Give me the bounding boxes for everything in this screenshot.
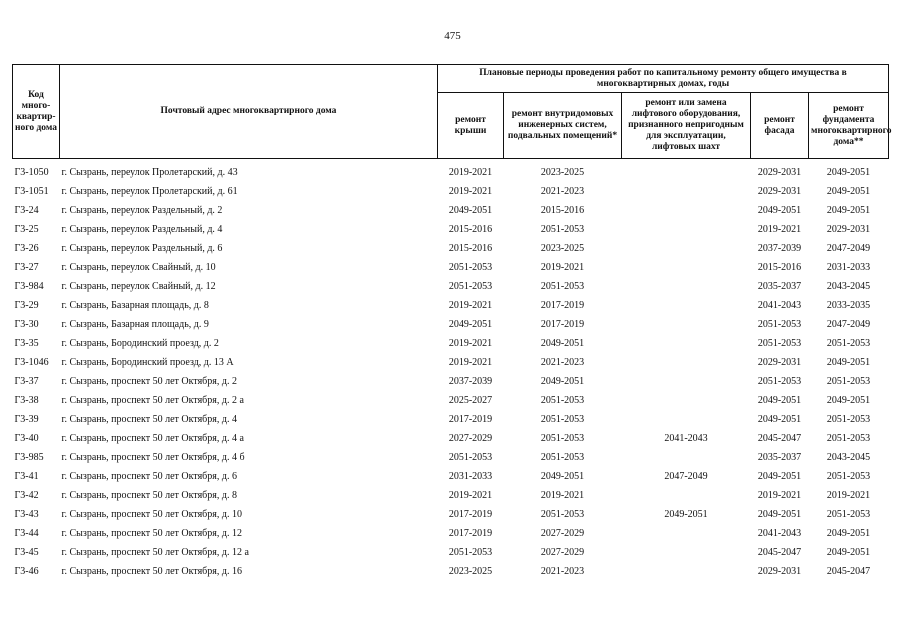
row-engineering-period: 2019-2021 — [540, 262, 585, 273]
row-code: Г3-1050 — [14, 167, 49, 178]
row-roof-period: 2019-2021 — [448, 186, 493, 197]
row-facade-period: 2029-2031 — [757, 357, 802, 368]
row-roof-period: 2031-2033 — [448, 471, 493, 482]
row-code: Г3-41 — [14, 471, 39, 482]
row-code: Г3-46 — [14, 566, 39, 577]
row-roof-period: 2015-2016 — [448, 224, 493, 235]
table-row — [13, 539, 889, 558]
row-facade-period: 2037-2039 — [757, 243, 802, 254]
row-roof-period: 2049-2051 — [448, 205, 493, 216]
row-facade-period: 2029-2031 — [757, 186, 802, 197]
row-facade-period: 2045-2047 — [757, 433, 802, 444]
row-facade-period: 2049-2051 — [757, 414, 802, 425]
row-elevator-period — [622, 292, 751, 311]
row-facade-period: 2015-2016 — [757, 262, 802, 273]
row-elevator-period — [622, 159, 751, 179]
row-code: Г3-30 — [14, 319, 39, 330]
repair-schedule-table — [12, 64, 892, 577]
row-facade-period: 2051-2053 — [757, 338, 802, 349]
row-roof-period: 2051-2053 — [448, 547, 493, 558]
row-foundation-period: 2051-2053 — [826, 338, 871, 349]
row-address: г. Сызрань, проспект 50 лет Октября, д. 4 а — [61, 433, 244, 444]
row-code: Г3-43 — [14, 509, 39, 520]
row-engineering-period: 2049-2051 — [540, 471, 585, 482]
row-code: Г3-984 — [14, 281, 44, 292]
row-address: г. Сызрань, проспект 50 лет Октября, д. 10 — [61, 509, 242, 520]
row-elevator-period: 2047-2049 — [664, 471, 708, 482]
row-engineering-period: 2021-2023 — [540, 186, 585, 197]
row-engineering-period: 2015-2016 — [540, 205, 585, 216]
row-roof-period: 2025-2027 — [448, 395, 493, 406]
row-roof-period: 2037-2039 — [448, 376, 493, 387]
header-address: Почтовый адрес многоквартирного дома — [60, 65, 438, 159]
row-address: г. Сызрань, переулок Пролетарский, д. 61 — [61, 186, 238, 197]
row-facade-period: 2051-2053 — [757, 319, 802, 330]
row-elevator-period — [622, 368, 751, 387]
row-facade-period: 2029-2031 — [757, 566, 802, 577]
table-row — [13, 520, 889, 539]
row-engineering-period: 2051-2053 — [540, 395, 585, 406]
row-elevator-period — [622, 520, 751, 539]
row-elevator-period — [622, 558, 751, 577]
row-roof-period: 2017-2019 — [448, 528, 493, 539]
row-address: г. Сызрань, проспект 50 лет Октября, д. 4 — [61, 414, 237, 425]
row-facade-period: 2019-2021 — [757, 490, 802, 501]
header-engineering: ремонт внутридомовых инженерных систем, подвальных помещений* — [504, 93, 622, 159]
table-row — [13, 444, 889, 463]
row-engineering-period: 2021-2023 — [540, 566, 585, 577]
row-address: г. Сызрань, проспект 50 лет Октября, д. 12 а — [61, 547, 249, 558]
row-elevator-period — [622, 482, 751, 501]
row-code: Г3-37 — [14, 376, 39, 387]
row-engineering-period: 2051-2053 — [540, 414, 585, 425]
header-foundation: ремонт фундамента многоквартирного дома** — [809, 93, 889, 159]
row-code: Г3-29 — [14, 300, 39, 311]
row-facade-period: 2035-2037 — [757, 452, 802, 463]
header-roof: ремонт крыши — [438, 93, 504, 159]
row-facade-period: 2019-2021 — [757, 224, 802, 235]
row-address: г. Сызрань, переулок Пролетарский, д. 43 — [61, 167, 238, 178]
row-elevator-period — [622, 539, 751, 558]
row-foundation-period: 2033-2035 — [826, 300, 871, 311]
table-row — [13, 159, 889, 179]
row-facade-period: 2049-2051 — [757, 471, 802, 482]
row-address: г. Сызрань, проспект 50 лет Октября, д. 16 — [61, 566, 242, 577]
row-roof-period: 2019-2021 — [448, 300, 493, 311]
row-address: г. Сызрань, переулок Раздельный, д. 4 — [61, 224, 223, 235]
row-foundation-period: 2029-2031 — [826, 224, 871, 235]
row-address: г. Сызрань, переулок Свайный, д. 12 — [61, 281, 216, 292]
header-periods: Плановые периоды проведения работ по капитальному ремонту общего имущества в многоквартирных домах, годы — [438, 65, 889, 93]
table-row — [13, 254, 889, 273]
row-engineering-period: 2023-2025 — [540, 243, 585, 254]
row-facade-period: 2045-2047 — [757, 547, 802, 558]
table-row — [13, 292, 889, 311]
row-elevator-period — [622, 178, 751, 197]
row-code: Г3-25 — [14, 224, 39, 235]
table-row — [13, 406, 889, 425]
row-roof-period: 2023-2025 — [448, 566, 493, 577]
row-facade-period: 2041-2043 — [757, 528, 802, 539]
row-elevator-period — [622, 349, 751, 368]
row-engineering-period: 2051-2053 — [540, 281, 585, 292]
row-elevator-period: 2041-2043 — [664, 433, 708, 444]
row-engineering-period: 2021-2023 — [540, 357, 585, 368]
table-row — [13, 330, 889, 349]
row-facade-period: 2041-2043 — [757, 300, 802, 311]
header-elevator: ремонт или замена лифтового оборудования, признанного непригодным для эксплуатации, лифтовых шахт — [622, 93, 751, 159]
row-address: г. Сызрань, Бородинский проезд, д. 2 — [61, 338, 219, 349]
table-row — [13, 178, 889, 197]
row-elevator-period — [622, 197, 751, 216]
row-code: Г3-40 — [14, 433, 39, 444]
table-row — [13, 216, 889, 235]
row-address: г. Сызрань, Бородинский проезд, д. 13 А — [61, 357, 234, 368]
header-code: Код много-квартир-ного дома — [13, 65, 60, 159]
row-elevator-period: 2049-2051 — [664, 509, 708, 520]
row-facade-period: 2049-2051 — [757, 395, 802, 406]
row-foundation-period: 2049-2051 — [826, 357, 871, 368]
row-foundation-period: 2031-2033 — [826, 262, 871, 273]
row-facade-period: 2051-2053 — [757, 376, 802, 387]
row-foundation-period: 2049-2051 — [826, 395, 871, 406]
row-engineering-period: 2051-2053 — [540, 452, 585, 463]
row-roof-period: 2051-2053 — [448, 281, 493, 292]
row-foundation-period: 2043-2045 — [826, 452, 871, 463]
table-row — [13, 387, 889, 406]
table-row — [13, 349, 889, 368]
table-row — [13, 463, 889, 482]
table-row — [13, 501, 889, 520]
row-address: г. Сызрань, переулок Раздельный, д. 2 — [61, 205, 223, 216]
row-elevator-period — [622, 387, 751, 406]
row-foundation-period: 2043-2045 — [826, 281, 871, 292]
row-foundation-period: 2047-2049 — [826, 243, 871, 254]
row-engineering-period: 2019-2021 — [540, 490, 585, 501]
row-foundation-period: 2051-2053 — [826, 433, 871, 444]
row-engineering-period: 2051-2053 — [540, 224, 585, 235]
row-foundation-period: 2049-2051 — [826, 528, 871, 539]
row-engineering-period: 2051-2053 — [540, 509, 585, 520]
row-roof-period: 2017-2019 — [448, 414, 493, 425]
row-address: г. Сызрань, Базарная площадь, д. 8 — [61, 300, 209, 311]
table-row — [13, 482, 889, 501]
row-roof-period: 2019-2021 — [448, 338, 493, 349]
row-code: Г3-44 — [14, 528, 39, 539]
row-foundation-period: 2045-2047 — [826, 566, 871, 577]
row-foundation-period: 2049-2051 — [826, 547, 871, 558]
table-row — [13, 558, 889, 577]
row-elevator-period — [622, 254, 751, 273]
row-foundation-period: 2019-2021 — [826, 490, 871, 501]
row-code: Г3-45 — [14, 547, 39, 558]
row-address: г. Сызрань, переулок Раздельный, д. 6 — [61, 243, 223, 254]
row-elevator-period — [622, 235, 751, 254]
row-roof-period: 2017-2019 — [448, 509, 493, 520]
row-elevator-period — [622, 444, 751, 463]
row-foundation-period: 2051-2053 — [826, 471, 871, 482]
row-facade-period: 2035-2037 — [757, 281, 802, 292]
row-engineering-period: 2017-2019 — [540, 319, 585, 330]
row-elevator-period — [622, 273, 751, 292]
table-body — [13, 159, 889, 578]
row-facade-period: 2029-2031 — [757, 167, 802, 178]
row-roof-period: 2027-2029 — [448, 433, 493, 444]
row-roof-period: 2019-2021 — [448, 490, 493, 501]
row-address: г. Сызрань, Базарная площадь, д. 9 — [61, 319, 209, 330]
row-roof-period: 2051-2053 — [448, 452, 493, 463]
row-foundation-period: 2051-2053 — [826, 509, 871, 520]
row-foundation-period: 2049-2051 — [826, 186, 871, 197]
row-code: Г3-26 — [14, 243, 39, 254]
row-engineering-period: 2023-2025 — [540, 167, 585, 178]
table-row — [13, 235, 889, 254]
row-code: Г3-27 — [14, 262, 39, 273]
row-code: Г3-24 — [14, 205, 39, 216]
table-row — [13, 273, 889, 292]
table-row — [13, 425, 889, 444]
row-foundation-period: 2047-2049 — [826, 319, 871, 330]
row-engineering-period: 2051-2053 — [540, 433, 585, 444]
row-code: Г3-42 — [14, 490, 39, 501]
row-roof-period: 2015-2016 — [448, 243, 493, 254]
row-foundation-period: 2051-2053 — [826, 376, 871, 387]
row-roof-period: 2051-2053 — [448, 262, 493, 273]
row-elevator-period — [622, 311, 751, 330]
row-facade-period: 2049-2051 — [757, 205, 802, 216]
row-code: Г3-1051 — [14, 186, 49, 197]
row-code: Г3-38 — [14, 395, 39, 406]
row-address: г. Сызрань, проспект 50 лет Октября, д. 2 а — [61, 395, 244, 406]
row-foundation-period: 2049-2051 — [826, 205, 871, 216]
row-address: г. Сызрань, проспект 50 лет Октября, д. 2 — [61, 376, 237, 387]
table-row — [13, 368, 889, 387]
row-foundation-period: 2051-2053 — [826, 414, 871, 425]
row-elevator-period — [622, 406, 751, 425]
row-foundation-period: 2049-2051 — [826, 167, 871, 178]
row-code: Г3-39 — [14, 414, 39, 425]
row-facade-period: 2049-2051 — [757, 509, 802, 520]
row-address: г. Сызрань, переулок Свайный, д. 10 — [61, 262, 216, 273]
row-roof-period: 2019-2021 — [448, 357, 493, 368]
row-address: г. Сызрань, проспект 50 лет Октября, д. 8 — [61, 490, 237, 501]
row-roof-period: 2049-2051 — [448, 319, 493, 330]
row-address: г. Сызрань, проспект 50 лет Октября, д. 4 б — [61, 452, 245, 463]
row-engineering-period: 2027-2029 — [540, 547, 585, 558]
row-engineering-period: 2049-2051 — [540, 338, 585, 349]
table-row — [13, 197, 889, 216]
table-row — [13, 311, 889, 330]
page-number: 475 — [444, 30, 461, 42]
row-code: Г3-35 — [14, 338, 39, 349]
row-elevator-period — [622, 330, 751, 349]
row-roof-period: 2019-2021 — [448, 167, 493, 178]
row-address: г. Сызрань, проспект 50 лет Октября, д. 6 — [61, 471, 237, 482]
row-code: Г3-985 — [14, 452, 44, 463]
row-engineering-period: 2049-2051 — [540, 376, 585, 387]
row-engineering-period: 2027-2029 — [540, 528, 585, 539]
row-code: Г3-1046 — [14, 357, 49, 368]
row-engineering-period: 2017-2019 — [540, 300, 585, 311]
row-address: г. Сызрань, проспект 50 лет Октября, д. 12 — [61, 528, 242, 539]
row-elevator-period — [622, 216, 751, 235]
header-facade: ремонт фасада — [751, 93, 809, 159]
